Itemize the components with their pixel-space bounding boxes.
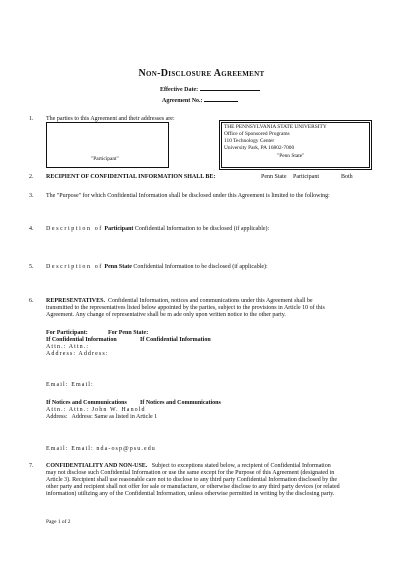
for-participant-label: For Participant: <box>46 330 88 336</box>
notices-participant-label: If Notices and Communications <box>46 400 127 406</box>
agreement-no-field[interactable] <box>204 95 238 102</box>
ci-attn-row[interactable]: Attn.: Attn.: <box>46 344 90 350</box>
effective-date-label: Effective Date: <box>160 84 260 94</box>
agreement-no-label: Agreement No.: <box>162 95 238 105</box>
section-5-number: 5. <box>29 264 34 270</box>
page-number: Page 1 of 2 <box>46 519 71 525</box>
notices-address-row[interactable]: Address: Address: Same as listed in Article 1 <box>46 414 158 420</box>
section-6-line-1: REPRESENTATIVES. Confidential Information, notices and communications under this Agreement shall be <box>46 298 313 304</box>
effective-date-field[interactable] <box>200 84 260 91</box>
penn-state-line-2: Office of Sponsored Programs <box>224 131 290 137</box>
section-2-text: RECIPIENT OF CONFIDENTIAL INFORMATION SHALL BE: <box>46 174 216 180</box>
section-7-line-2: may not disclose such Confidential Information or use the same except for the Purpose of this Agreement (designated in <box>46 470 335 476</box>
penn-state-line-1: THE PENNSYLVANIA STATE UNIVERSITY <box>224 124 327 130</box>
penn-state-label: "Penn State" <box>277 153 305 159</box>
section-3-number: 3. <box>29 193 34 199</box>
penn-state-line-3: 110 Technology Center <box>224 138 275 144</box>
section-7-line-5: information) utilizing any of the Confidential Information, unless otherwise permitted in writing by the disclosing party. <box>46 491 335 497</box>
section-6-line-3: Agreement. Any change of representative shall be m ade only upon written notice to the other party. <box>46 312 286 318</box>
section-1-number: 1. <box>29 116 34 122</box>
section-4-text: Description of Participant Confidential Information to be disclosed (if applicable): <box>46 226 270 232</box>
section-7-number: 7. <box>29 463 34 469</box>
ci-penn-state-label: If Confidential Information <box>140 337 211 343</box>
recipient-option-both[interactable]: Both <box>341 174 353 180</box>
ci-email-row[interactable]: Email: Email: <box>46 382 94 388</box>
section-1-text: The parties to this Agreement and their addresses are: <box>46 116 175 122</box>
section-3-text: The "Purpose" for which Confidential Information shall be disclosed under this Agreement is limited to the following: <box>46 193 330 199</box>
section-5-text: Description of Penn State Confidential Information to be disclosed (if applicable): <box>46 264 268 270</box>
ci-participant-label: If Confidential Information <box>46 337 117 343</box>
penn-state-line-4: University Park, PA 16802-7000 <box>224 145 295 151</box>
section-7-line-1: CONFIDENTIALITY AND NON-USE. Subject to exceptions stated below, a recipient of Confidential Information <box>46 463 331 469</box>
notices-penn-state-label: If Notices and Communications <box>140 400 221 406</box>
notices-attn-row[interactable]: Attn.: Attn.: John W. Hanold <box>46 407 146 413</box>
section-2-number: 2. <box>29 174 34 180</box>
section-7-line-3: Article 3). Recipient shall use reasonable care not to disclose to any third party Confidential Information disclosed by the <box>46 477 338 483</box>
section-6-line-2: transmitted to the representatives listed below appointed by the parties, subject to the provisions in Article 10 of this <box>46 305 325 311</box>
notices-email-row[interactable]: Email: Email: nda-osp@psu.edu <box>46 446 156 452</box>
section-4-number: 4. <box>29 226 34 232</box>
section-7-line-4: other party and recipient shall not offer for sale or manufacture, or otherwise disclose to any third party devices (or related <box>46 484 340 490</box>
for-penn-state-label: For Penn State: <box>108 330 149 336</box>
document-title: Non-Disclosure Agreement <box>138 68 265 79</box>
participant-label: "Participant" <box>91 156 119 162</box>
ci-address-row[interactable]: Address: Address: <box>46 351 109 357</box>
recipient-option-penn-state[interactable]: Penn State <box>261 174 287 180</box>
recipient-option-participant[interactable]: Participant <box>293 174 319 180</box>
section-6-number: 6. <box>29 298 34 304</box>
